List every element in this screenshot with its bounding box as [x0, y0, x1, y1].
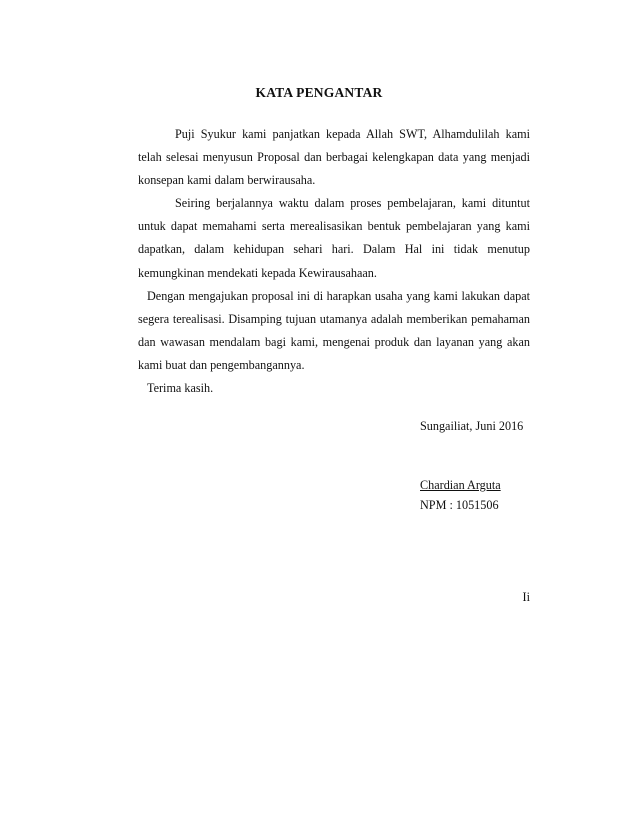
page-number: Ii: [522, 590, 530, 604]
paragraph-gratitude: Puji Syukur kami panjatkan kepada Allah SWT, Alhamdulilah kami telah selesai menyusun Proposal dan berbagai kelengkapan data yang menjadi konsepan kami dalam berwirausaha.: [138, 127, 530, 188]
paragraph-learning: Seiring berjalannya waktu dalam proses pembelajaran, kami dituntut untuk dapat memahami serta merealisasikan bentuk pembelajaran yang kami dapatkan, dalam kehidupan sehari hari. Dalam Hal ini tidak menutup kemungkinan mendekati kepada Kewirausahaan.: [138, 196, 530, 280]
paragraph-proposal: Dengan mengajukan proposal ini di harapkan usaha yang kami lakukan dapat segera terealisasi. Disamping tujuan utamanya adalah memberikan pemahaman dan wawasan mendalam bagi kami, mengenai produk dan layanan yang akan kami buat dan pengembangannya.: [138, 288, 530, 372]
page-title: KATA PENGANTAR: [255, 85, 383, 100]
place-date: Sungailiat, Juni 2016: [420, 419, 524, 433]
signature-block: [420, 475, 501, 515]
paragraph-thanks: Terima kasih.: [147, 381, 214, 396]
signer-name: Chardian Arguta: [420, 478, 501, 492]
preface-body: [138, 123, 530, 400]
signer-npm: NPM : 1051506: [420, 498, 499, 512]
